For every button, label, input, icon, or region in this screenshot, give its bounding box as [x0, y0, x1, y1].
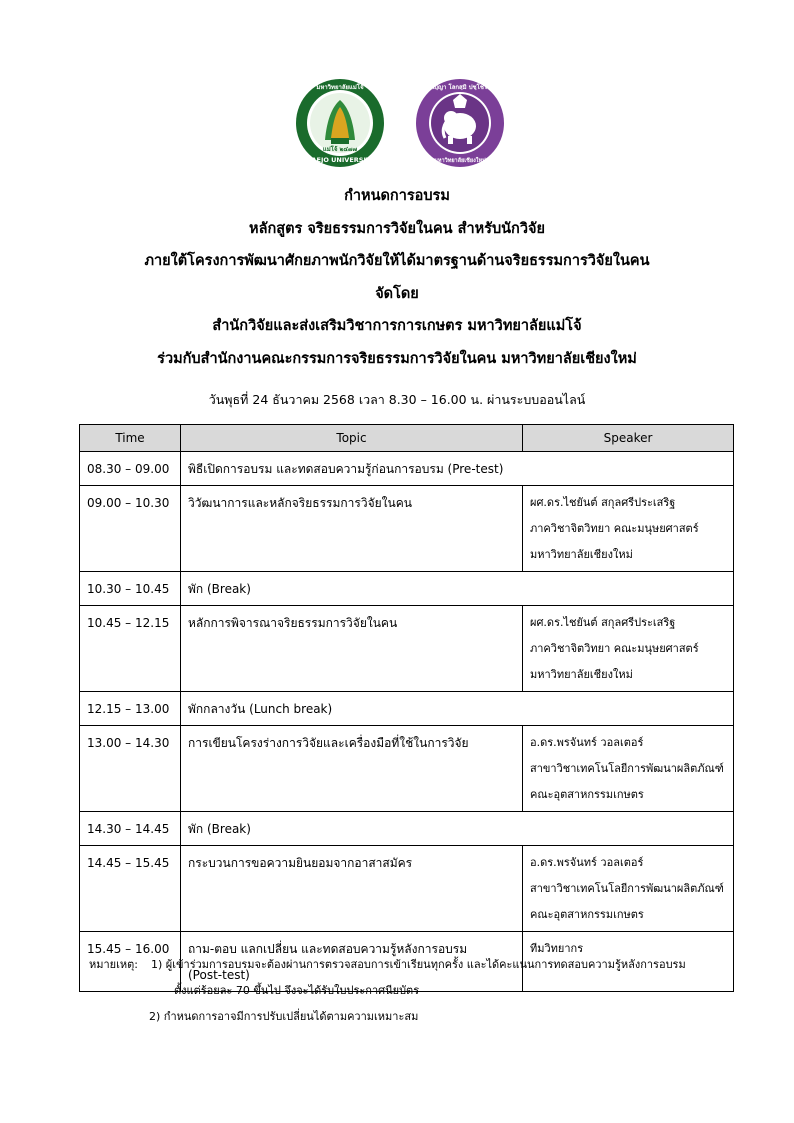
- row-time: 15.45 – 16.00: [80, 932, 181, 992]
- speaker-org: คณะอุตสาหกรรมเกษตร: [530, 908, 644, 921]
- table-row: [80, 692, 734, 726]
- remarks-label: หมายเหตุ:: [89, 958, 138, 971]
- row-topic: กระบวนการขอความยินยอมจากอาสาสมัคร: [181, 846, 523, 932]
- speaker-name: ทีมวิทยากร: [530, 942, 584, 955]
- speaker-dept: ภาควิชาจิตวิทยา คณะมนุษยศาสตร์: [530, 522, 699, 535]
- heading-line-6: ร่วมกับสำนักงานคณะกรรมการจริยธรรมการวิจัยในคน มหาวิทยาลัยเชียงใหม่: [157, 350, 637, 367]
- heading-line-4: จัดโดย: [375, 285, 419, 302]
- speaker-org: คณะอุตสาหกรรมเกษตร: [530, 788, 644, 801]
- speaker-name: อ.ดร.พรจันทร์ วอลเตอร์: [530, 736, 644, 749]
- chiang-mai-university-logo: [415, 78, 505, 168]
- speaker-name: ผศ.ดร.ไชยันต์ สกุลศรีประเสริฐ: [530, 496, 676, 509]
- row-topic: การเขียนโครงร่างการวิจัยและเครื่องมือที่ใช้ในการวิจัย: [181, 726, 523, 812]
- speaker-name: อ.ดร.พรจันทร์ วอลเตอร์: [530, 856, 644, 869]
- table-row: [80, 812, 734, 846]
- remark-1-text: 1) ผู้เข้าร่วมการอบรมจะต้องผ่านการตรวจสอบการเข้าเรียนทุกครั้ง และได้คะแนนการทดสอบความรู้หลังการอบรม: [151, 958, 686, 971]
- speaker-org: มหาวิทยาลัยเชียงใหม่: [530, 668, 633, 681]
- table-row: [80, 726, 734, 812]
- topic-line-2: (Post-test): [188, 968, 250, 982]
- remark-1-continuation: ตั้งแต่ร้อยละ 70 ขึ้นไป จึงจะได้รับใบประกาศนียบัตร: [174, 984, 420, 997]
- heading-line-5: สำนักวิจัยและส่งเสริมวิชาการการเกษตร มหาวิทยาลัยแม่โจ้: [212, 318, 582, 334]
- row-topic: พิธีเปิดการอบรม และทดสอบความรู้ก่อนการอบรม (Pre-test): [181, 452, 734, 486]
- remark-2-text: 2) กำหนดการอาจมีการปรับเปลี่ยนได้ตามความเหมาะสม: [149, 1010, 419, 1023]
- row-time: 10.30 – 10.45: [80, 572, 181, 606]
- row-time: 12.15 – 13.00: [80, 692, 181, 726]
- row-time: 14.45 – 15.45: [80, 846, 181, 932]
- logo-area: [0, 78, 794, 168]
- mju-bottom-text: MAEJO UNIVERSITY: [305, 156, 375, 164]
- schedule-table: [79, 424, 734, 992]
- row-time: 13.00 – 14.30: [80, 726, 181, 812]
- row-time: 09.00 – 10.30: [80, 486, 181, 572]
- document-heading: [0, 180, 794, 375]
- date-line: วันพุธที่ 24 ธันวาคม 2568 เวลา 8.30 – 16.00 น. ผ่านระบบออนไลน์: [208, 392, 586, 407]
- row-speaker: [523, 846, 734, 932]
- header-topic: Topic: [181, 425, 523, 452]
- table-row: [80, 486, 734, 572]
- row-time: 14.30 – 14.45: [80, 812, 181, 846]
- table-row: [80, 606, 734, 692]
- heading-line-1: กำหนดการอบรม: [344, 188, 450, 204]
- row-speaker: [523, 486, 734, 572]
- row-time: 08.30 – 09.00: [80, 452, 181, 486]
- speaker-dept: สาขาวิชาเทคโนโลยีการพัฒนาผลิตภัณฑ์: [530, 762, 724, 775]
- row-topic: หลักการพิจารณาจริยธรรมการวิจัยในคน: [181, 606, 523, 692]
- row-topic: วิวัฒนาการและหลักจริยธรรมการวิจัยในคน: [181, 486, 523, 572]
- speaker-dept: สาขาวิชาเทคโนโลยีการพัฒนาผลิตภัณฑ์: [530, 882, 724, 895]
- row-time: 10.45 – 12.15: [80, 606, 181, 692]
- speaker-org: มหาวิทยาลัยเชียงใหม่: [530, 548, 633, 561]
- row-topic: พัก (Break): [181, 812, 734, 846]
- heading-line-2: หลักสูตร จริยธรรมการวิจัยในคน สำหรับนักวิจัย: [249, 220, 545, 237]
- heading-line-3: ภายใต้โครงการพัฒนาศักยภาพนักวิจัยให้ได้มาตรฐานด้านจริยธรรมการวิจัยในคน: [144, 253, 650, 269]
- header-time: Time: [80, 425, 181, 452]
- table-row: [80, 452, 734, 486]
- row-speaker: [523, 726, 734, 812]
- mju-center-text: แม่โจ้ ๒๔๗๗: [322, 146, 358, 153]
- speaker-dept: ภาควิชาจิตวิทยา คณะมนุษยศาสตร์: [530, 642, 699, 655]
- speaker-name: ผศ.ดร.ไชยันต์ สกุลศรีประเสริฐ: [530, 616, 676, 629]
- row-speaker: [523, 606, 734, 692]
- cmu-bottom-text: มหาวิทยาลัยเชียงใหม่: [434, 158, 486, 164]
- remarks: [89, 952, 729, 1030]
- table-header-row: [80, 425, 734, 452]
- table-row: [80, 572, 734, 606]
- maejo-university-logo: [295, 78, 385, 168]
- mju-ring-text: มหาวิทยาลัยแม่โจ้: [316, 84, 364, 91]
- remark-1: [89, 952, 729, 978]
- table-row: [80, 846, 734, 932]
- row-topic: พักกลางวัน (Lunch break): [181, 692, 734, 726]
- row-topic: พัก (Break): [181, 572, 734, 606]
- cmu-ring-text: ปญฺญา โลกสฺมิ ปชฺโชโต: [428, 84, 492, 91]
- header-speaker: Speaker: [523, 425, 734, 452]
- topic-line-1: ถาม-ตอบ แลกเปลี่ยน และทดสอบความรู้หลังการอบรม: [188, 942, 468, 956]
